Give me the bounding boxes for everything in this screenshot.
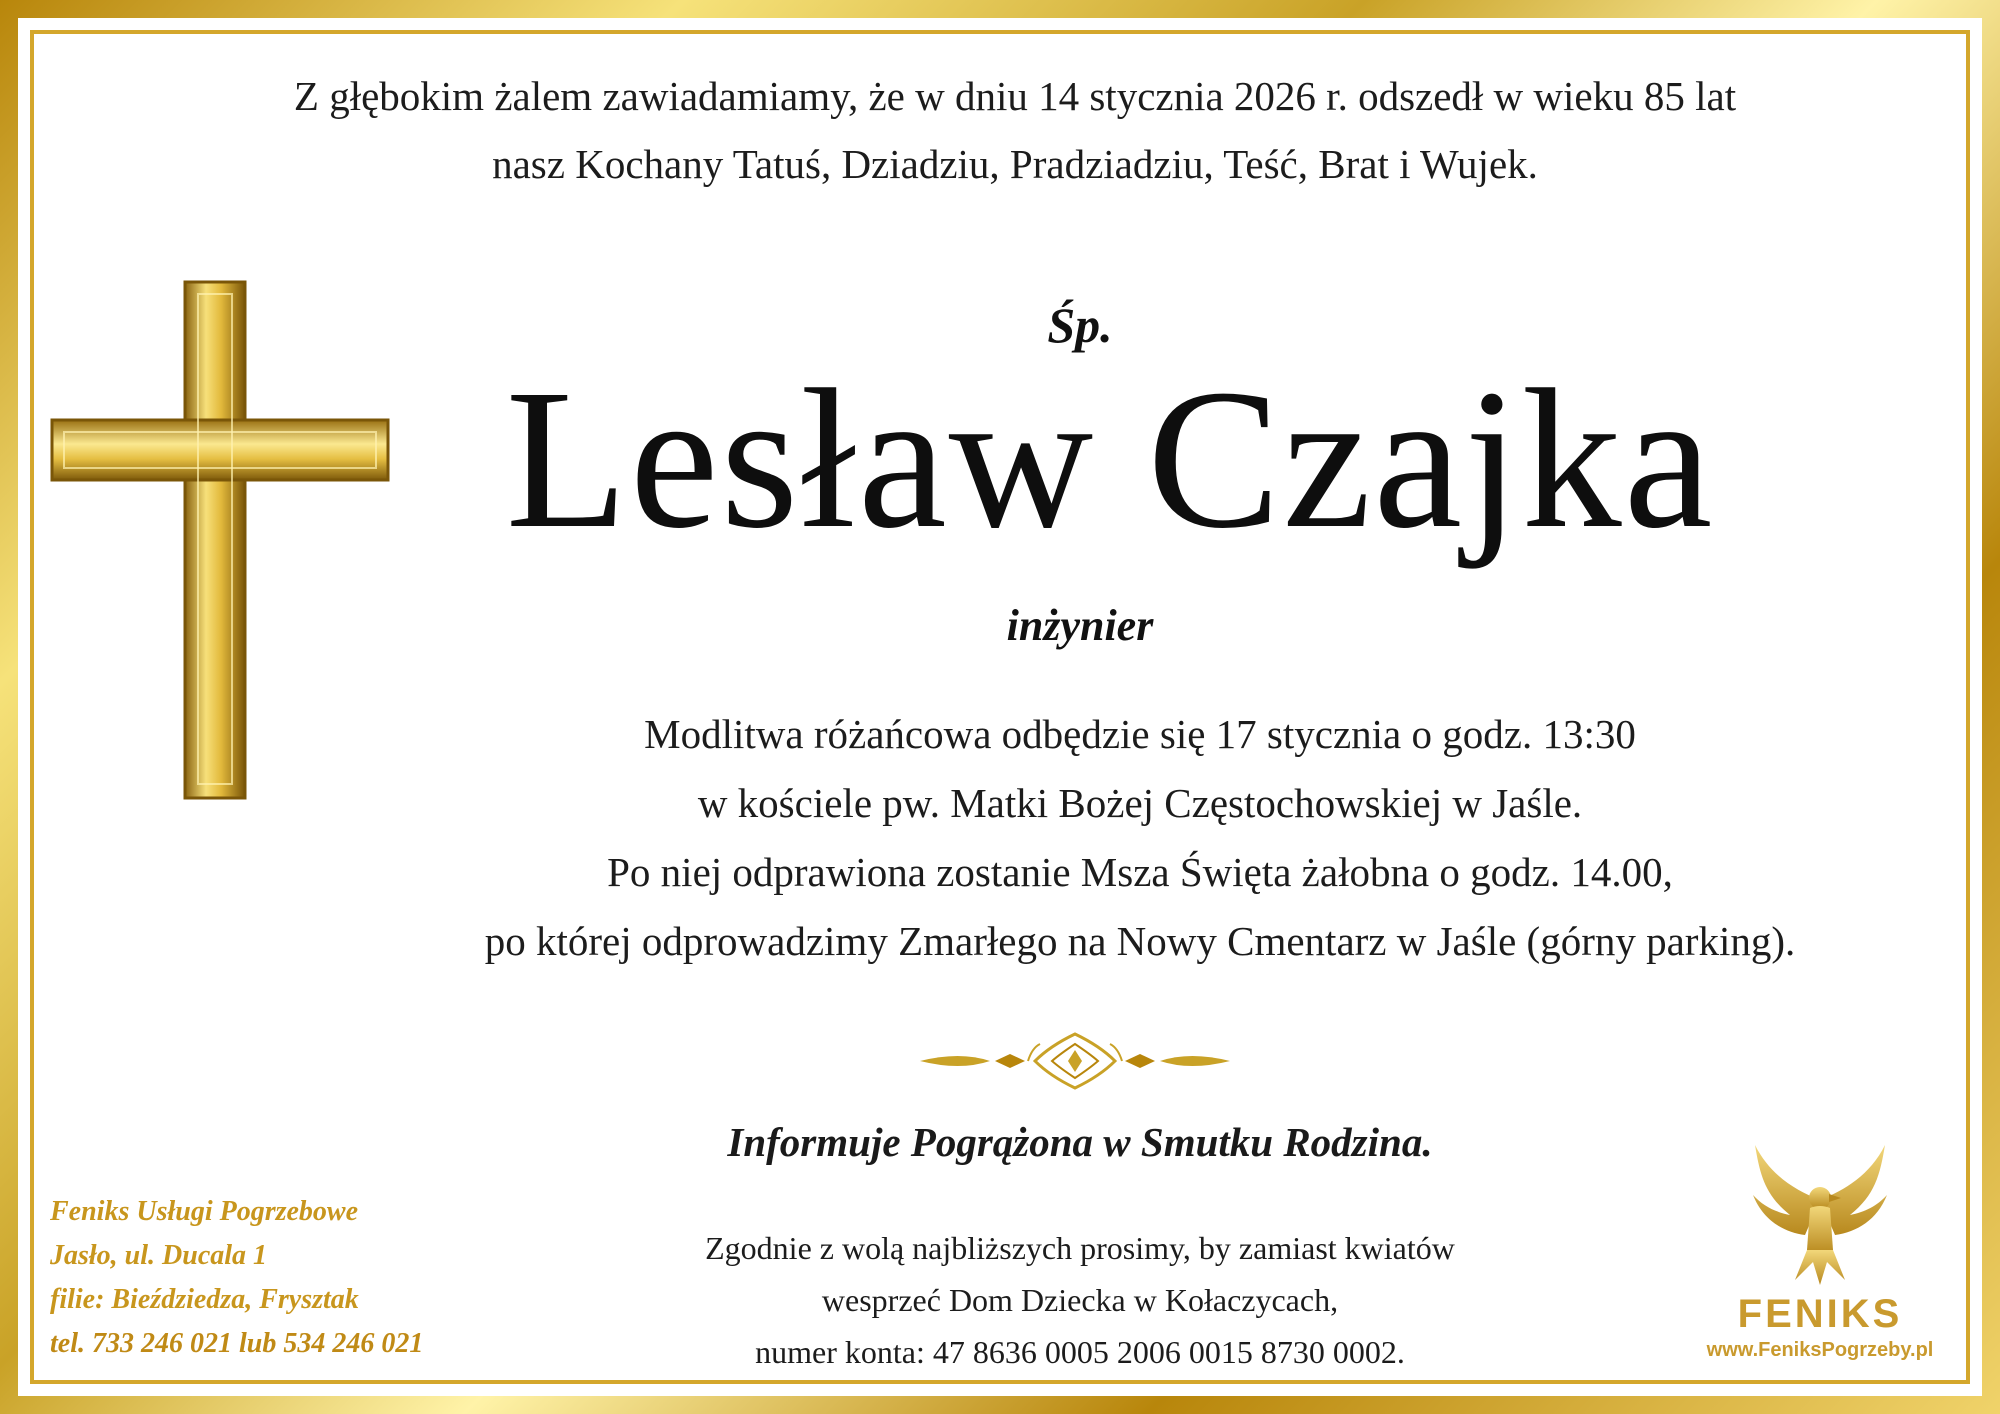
deceased-name: Lesław Czajka: [505, 349, 1715, 570]
company-branches: filie: Bieździedza, Frysztak: [50, 1284, 359, 1315]
ceremony-line-2: w kościele pw. Matki Bożej Częstochowskiej w Jaśle.: [697, 780, 1583, 826]
company-name: Feniks Usługi Pogrzebowe: [50, 1196, 359, 1227]
logo-url: www.FeniksPogrzeby.pl: [1706, 1339, 1934, 1361]
deceased-title: inżynier: [1006, 601, 1154, 650]
company-phone: tel. 733 246 021 lub 534 246 021: [50, 1328, 424, 1359]
cross-icon: [50, 280, 390, 800]
deceased-prefix: Śp.: [1047, 297, 1113, 353]
phoenix-icon: [1735, 1140, 1905, 1290]
ceremony-line-1: Modlitwa różańcowa odbędzie się 17 stycznia o godz. 13:30: [644, 711, 1636, 757]
intro-line-2: nasz Kochany Tatuś, Dziadziu, Pradziadziu, Teść, Brat i Wujek.: [492, 141, 1538, 187]
ceremony-line-3: Po niej odprawiona zostanie Msza Święta żałobna o godz. 14.00,: [607, 849, 1673, 895]
request-line-2: wesprzeć Dom Dziecka w Kołaczycach,: [821, 1282, 1339, 1318]
request-line-3: numer konta: 47 8636 0005 2006 0015 8730 0002.: [755, 1334, 1405, 1370]
ornament-divider-icon: [520, 1026, 1630, 1096]
request-line-1: Zgodnie z wolą najbliższych prosimy, by zamiast kwiatów: [705, 1230, 1455, 1266]
funeral-home-info: [50, 1190, 510, 1366]
feniks-logo: [1690, 1140, 1950, 1380]
ceremony-line-4: po której odprowadzimy Zmarłego na Nowy Cmentarz w Jaśle (górny parking).: [484, 918, 1796, 964]
donation-request: [600, 1222, 1560, 1378]
intro-line-1: Z głębokim żalem zawiadamiamy, że w dniu 14 stycznia 2026 r. odszedł w wieku 85 lat: [293, 73, 1737, 119]
ceremony-details: [370, 700, 1910, 976]
logo-name: FENIKS: [1737, 1292, 1903, 1336]
company-address: Jasło, ul. Ducala 1: [50, 1240, 268, 1271]
announcement-intro: [160, 62, 1870, 198]
family-signature: Informuje Pogrążona w Smutku Rodzina.: [727, 1119, 1433, 1165]
